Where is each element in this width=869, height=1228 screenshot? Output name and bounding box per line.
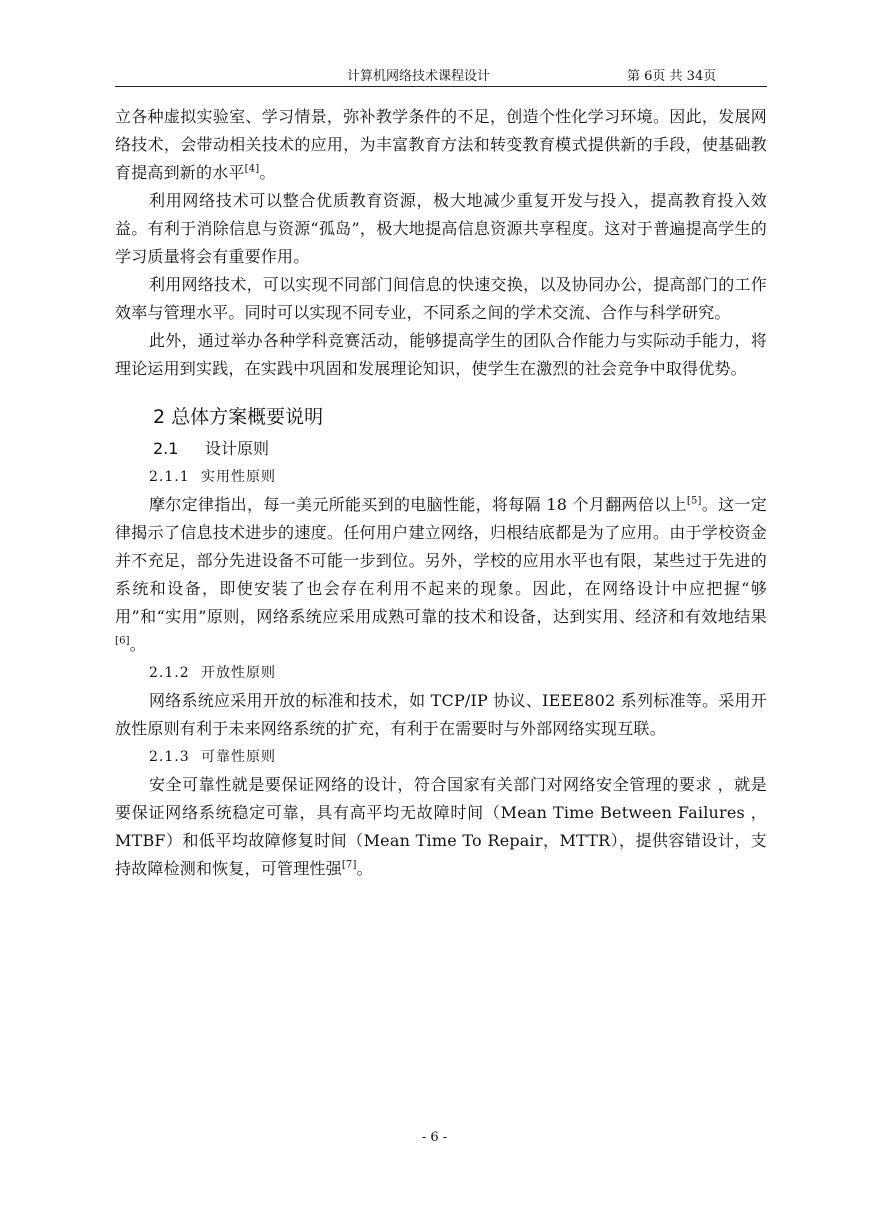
section-2-1-heading xyxy=(153,435,767,463)
page-header xyxy=(115,62,767,87)
section-2-1-1-heading xyxy=(149,463,767,491)
section-2-1-number: 2.1 xyxy=(153,439,179,458)
section-2-1-2-heading xyxy=(149,659,767,687)
section-2-1-1-title: 实用性原则 xyxy=(201,469,276,485)
citation-5: [5] xyxy=(686,495,702,507)
header-title: 计算机网络技术课程设计 xyxy=(347,69,491,84)
citation-7: [7] xyxy=(341,859,357,871)
section-2-1-2-text: 网络系统应采用开放的标准和技术，如 TCP/IP 协议、IEEE802 系列标准等。采用开放性原则有利于未来网络系统的扩充，有利于在需要时与外部网络实现互联。 xyxy=(115,691,767,738)
citation-6: [6] xyxy=(115,635,130,647)
paragraph-4: 此外，通过举办各种学科竞赛活动，能够提高学生的团队合作能力与实际动手能力，将理论运用到实践，在实践中巩固和发展理论知识，使学生在激烈的社会竞争中取得优势。 xyxy=(115,331,767,378)
section-2-1-1-text: 摩尔定律指出，每一美元所能买到的电脑性能，将每隔 18 个月翻两倍以上[5]。这一定律揭示了信息技术进步的速度。任何用户建立网络，归根结底都是为了应用。由于学校资金并不充足，部分先进设备不可能一步到位。另外，学校的应用水平也有限，某些过于先进的系统和设备，即使安装了也会存在利用不起来的现象。因此，在网络设计中应把握“够用”和“实用”原则，网络系统应采用成熟可靠的技术和设备，达到实用、经济和有效地结果[6]。 xyxy=(115,495,767,654)
section-2-1-3-heading xyxy=(149,743,767,771)
section-2-1-title: 设计原则 xyxy=(205,439,270,458)
section-2-1-3-title: 可靠性原则 xyxy=(201,749,276,765)
section-2-heading: 2 总体方案概要说明 xyxy=(153,406,324,428)
paragraph-3: 利用网络技术，可以实现不同部门间信息的快速交换，以及协同办公，提高部门的工作效率与管理水平。同时可以实现不同专业，不同系之间的学术交流、合作与科学研究。 xyxy=(115,275,767,322)
section-2-1-2-title: 开放性原则 xyxy=(201,665,276,681)
page-number: - 6 - xyxy=(421,1130,448,1145)
citation-4: [4] xyxy=(244,163,260,175)
paragraph-1: 立各种虚拟实验室、学习情景，弥补教学条件的不足，创造个性化学习环境。因此，发展网络技术，会带动相关技术的应用，为丰富教育方法和转变教育模式提供新的手段，使基础教育提高到新的水平[4]。 xyxy=(115,107,767,182)
page-body xyxy=(115,103,767,883)
paragraph-2: 利用网络技术可以整合优质教育资源，极大地减少重复开发与投入，提高教育投入效益。有利于消除信息与资源“孤岛”，极大地提高信息资源共享程度。这对于普遍提高学生的学习质量将会有重要作用。 xyxy=(115,191,767,266)
section-2-1-1-number: 2.1.1 xyxy=(149,469,190,485)
section-2-1-3-number: 2.1.3 xyxy=(149,749,190,765)
section-2-1-3-text: 安全可靠性就是要保证网络的设计，符合国家有关部门对网络安全管理的要求 ，就是要保证网络系统稳定可靠，具有高平均无故障时间（Mean Time Between Failures ，MTBF）和低平均故障修复时间（Mean Time To Repair，MTTR），提供容错设计，支持故障检测和恢复，可管理性强[7]。 xyxy=(115,775,767,878)
header-page-info: 第 6页 共 34页 xyxy=(627,69,717,84)
section-2-1-2-number: 2.1.2 xyxy=(149,665,190,681)
